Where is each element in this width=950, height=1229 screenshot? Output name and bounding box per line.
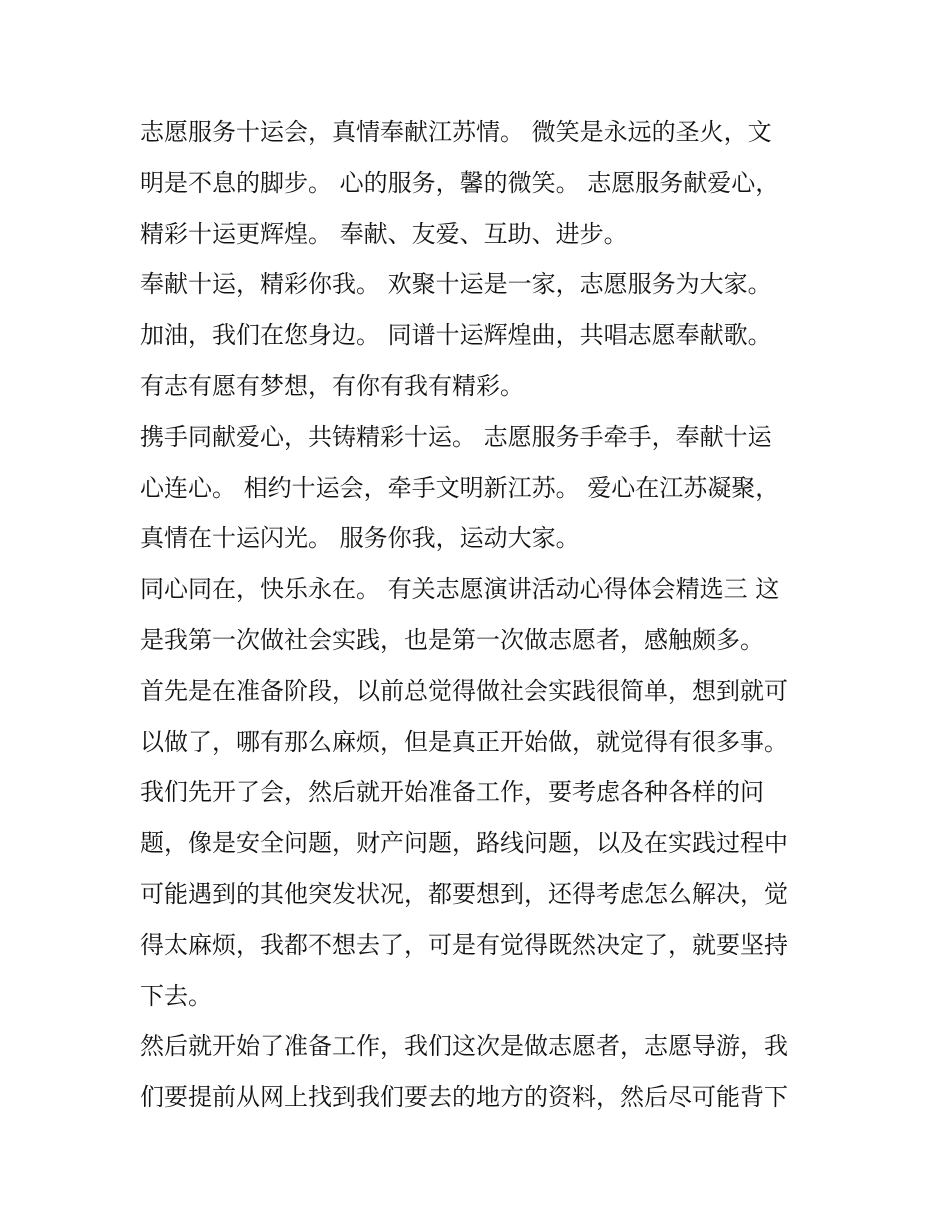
text-line: 首先是在准备阶段，以前总觉得做社会实践很简单，想到就可 — [140, 676, 788, 705]
text-line: 真情在十运闪光。 服务你我，运动大家。 — [140, 524, 580, 553]
text-line: 同心同在，快乐永在。 有关志愿演讲活动心得体会精选三 这 — [140, 575, 780, 604]
text-line: 携手同献爱心，共铸精彩十运。 志愿服务手牵手，奉献十运 — [140, 422, 772, 451]
text-line: 题，像是安全问题，财产问题，路线问题，以及在实践过程中 — [140, 829, 788, 858]
text-line: 精彩十运更辉煌。 奉献、友爱、互助、进步。 — [140, 219, 628, 248]
text-line: 奉献十运，精彩你我。 欢聚十运是一家，志愿服务为大家。 — [140, 270, 772, 299]
document-body — [140, 107, 820, 1123]
text-line: 是我第一次做社会实践，也是第一次做志愿者，感触颇多。 — [140, 625, 764, 654]
text-line: 加油，我们在您身边。 同谱十运辉煌曲，共唱志愿奉献歌。 — [140, 321, 772, 350]
text-line: 们要提前从网上找到我们要去的地方的资料，然后尽可能背下 — [140, 1083, 788, 1112]
text-line: 心连心。 相约十运会，牵手文明新江苏。 爱心在江苏凝聚， — [140, 473, 780, 502]
text-line: 明是不息的脚步。 心的服务，馨的微笑。 志愿服务献爱心， — [140, 168, 780, 197]
text-line: 下去。 — [140, 981, 212, 1010]
text-line: 得太麻烦，我都不想去了，可是有觉得既然决定了，就要坚持 — [140, 930, 788, 959]
text-line: 以做了，哪有那么麻烦，但是真正开始做，就觉得有很多事。 — [140, 727, 788, 756]
text-line: 然后就开始了准备工作，我们这次是做志愿者，志愿导游，我 — [140, 1032, 788, 1061]
text-line: 志愿服务十运会，真情奉献江苏情。 微笑是永远的圣火，文 — [140, 118, 772, 146]
text-line: 我们先开了会，然后就开始准备工作，要考虑各种各样的问 — [140, 778, 764, 807]
text-line: 可能遇到的其他突发状况，都要想到，还得考虑怎么解决，觉 — [140, 879, 788, 908]
text-line: 有志有愿有梦想，有你有我有精彩。 — [140, 371, 524, 400]
